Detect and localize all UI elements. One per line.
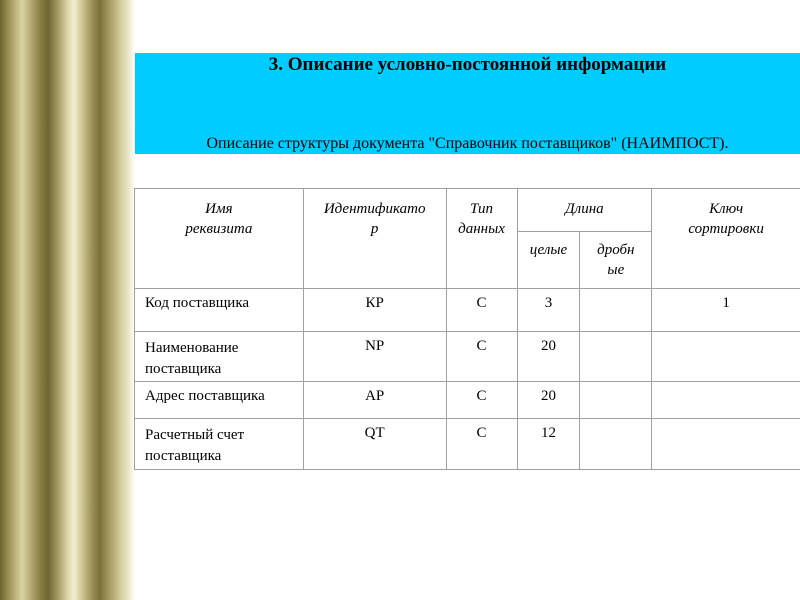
cell-sort-key: 1 <box>652 289 800 332</box>
header-name: Имя реквизита <box>135 189 304 289</box>
cell-identifier: NP <box>303 332 446 382</box>
cell-length-integer: 12 <box>517 419 580 470</box>
cell-type: С <box>446 289 517 332</box>
page-subtitle: Описание структуры документа "Справочник поставщиков" (НАИМПОСТ). <box>206 135 729 152</box>
cell-sort-key <box>652 382 800 419</box>
cell-type: С <box>446 382 517 419</box>
page-title: 3. Описание условно-постоянной информации <box>268 54 667 75</box>
cell-name: Адрес поставщика <box>135 382 304 419</box>
header-length: Длина <box>517 189 652 232</box>
header-data-type: Тип данных <box>446 189 517 289</box>
cell-identifier: АР <box>303 382 446 419</box>
header-identifier: Идентификато р <box>303 189 446 289</box>
cell-length-integer: 20 <box>517 332 580 382</box>
decorative-sidebar <box>0 0 135 600</box>
cell-name: Расчетный счет поставщика <box>135 419 304 470</box>
table-row <box>135 382 800 419</box>
cell-type: С <box>446 419 517 470</box>
cell-length-integer: 20 <box>517 382 580 419</box>
header-length-integer: целые <box>517 232 580 289</box>
cell-sort-key <box>652 332 800 382</box>
cell-type: С <box>446 332 517 382</box>
table-row <box>135 419 800 470</box>
cell-length-fraction <box>580 382 652 419</box>
table-row <box>135 332 800 382</box>
requisites-table <box>134 188 800 470</box>
header-length-fraction: дробн ые <box>580 232 652 289</box>
cell-length-fraction <box>580 332 652 382</box>
cell-length-fraction <box>580 419 652 470</box>
header-sort-key: Ключ сортировки <box>652 189 800 289</box>
cell-name: Наименование поставщика <box>135 332 304 382</box>
cell-identifier: QT <box>303 419 446 470</box>
cell-identifier: КР <box>303 289 446 332</box>
cell-sort-key <box>652 419 800 470</box>
cell-name: Код поставщика <box>135 289 304 332</box>
cell-length-fraction <box>580 289 652 332</box>
cell-length-integer: 3 <box>517 289 580 332</box>
table-row <box>135 289 800 332</box>
